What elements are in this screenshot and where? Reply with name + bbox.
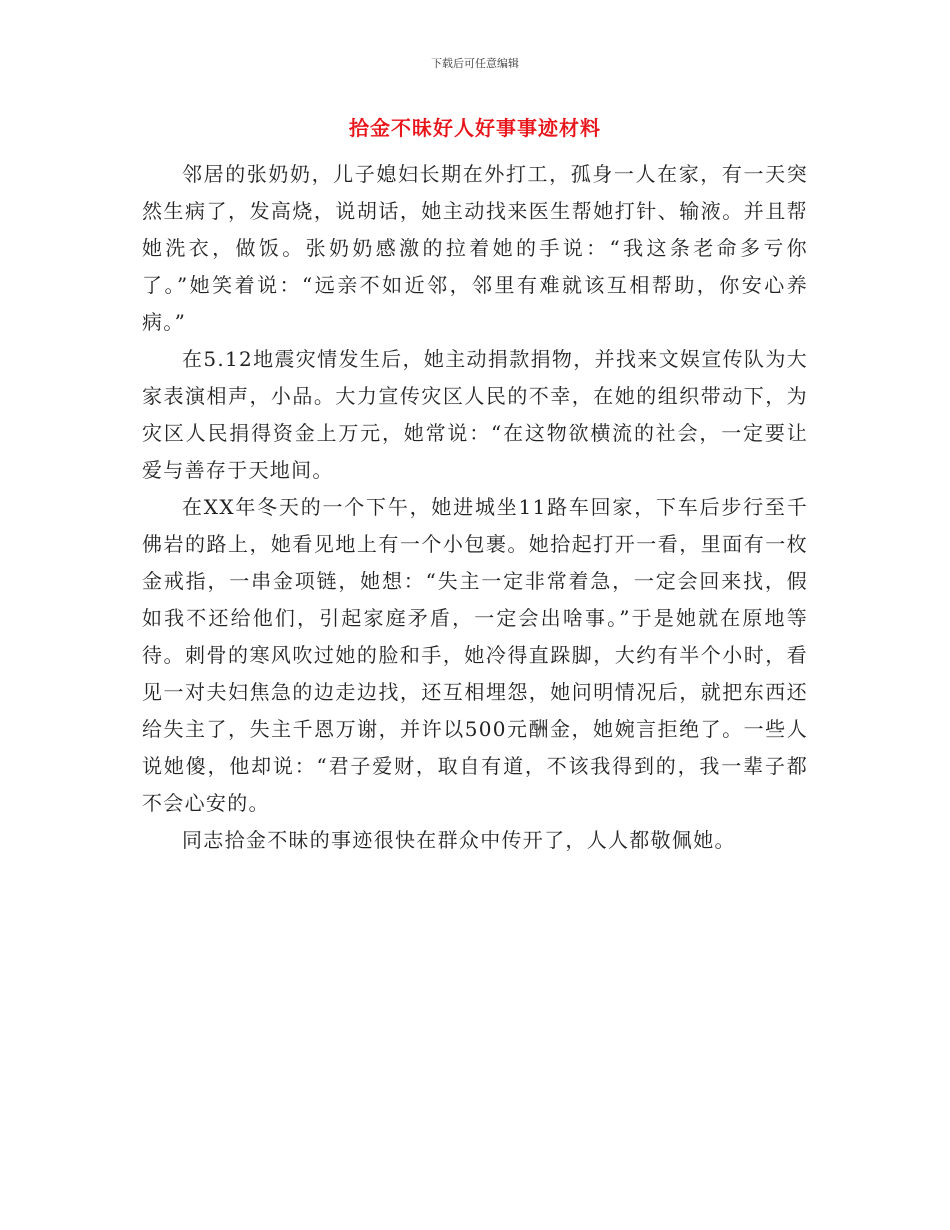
paragraph-4: 同志拾金不昧的事迹很快在群众中传开了，人人都敬佩她。 <box>182 828 736 852</box>
document-body <box>142 156 808 859</box>
page-header-note: 下载后可任意编辑 <box>431 57 519 70</box>
paragraph-3: 在XX年冬天的一个下午，她进城坐11路车回家，下车后步行至千佛岩的路上，她看见地上有一个小包裹。她拾起打开一看，里面有一枚金戒指，一串金项链，她想：“失主一定非常着急，一定会回来找，假如我不还给他们，引起家庭矛盾，一定会出啥事。”于是她就在原地等待。刺骨的寒风吹过她的脸和手，她冷得直跺脚，大约有半个小时，看见一对夫妇焦急的边走边找，还互相埋怨，她问明情况后，就把东西还给失主了，失主千恩万谢，并许以500元酬金，她婉言拒绝了。一些人说她傻，他却说：“君子爱财，取自有道，不该我得到的，我一辈子都不会心安的。 <box>142 495 808 815</box>
document-title: 拾金不昧好人好事事迹材料 <box>349 116 601 140</box>
paragraph-1: 邻居的张奶奶，儿子媳妇长期在外打工，孤身一人在家，有一天突然生病了，发高烧，说胡话，她主动找来医生帮她打针、输液。并且帮她洗衣，做饭。张奶奶感激的拉着她的手说：“我这条老命多亏你了。”她笑着说：“远亲不如近邻，邻里有难就该互相帮助，你安心养病。” <box>142 162 808 334</box>
paragraph-2: 在5.12地震灾情发生后，她主动捐款捐物，并找来文娱宣传队为大家表演相声，小品。大力宣传灾区人民的不幸，在她的组织带动下，为灾区人民捐得资金上万元，她常说：“在这物欲横流的社会，一定要让爱与善存于天地间。 <box>142 347 808 482</box>
